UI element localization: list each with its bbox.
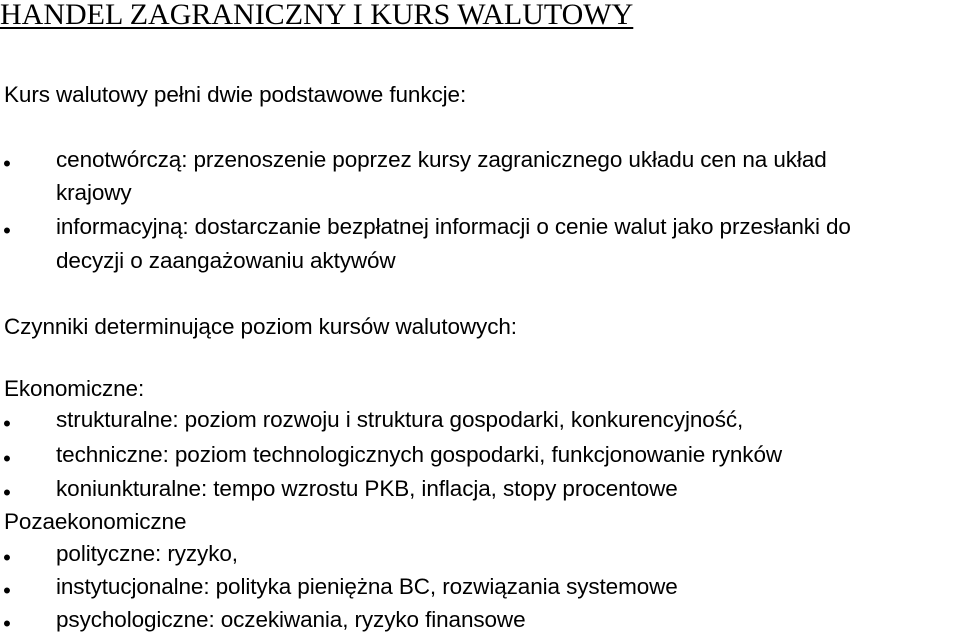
intro-text: Kurs walutowy pełni dwie podstawowe funkcje: (4, 82, 467, 107)
economic-item: koniunkturalne: tempo wzrostu PKB, inflacja, stopy procentowe (56, 476, 678, 501)
bullet-icon: • (3, 480, 11, 505)
bullet-icon: • (3, 611, 11, 636)
economic-item: strukturalne: poziom rozwoju i struktura gospodarki, konkurencyjność, (56, 407, 744, 432)
non-economic-item: instytucjonalne: polityka pieniężna BC, rozwiązania systemowe (56, 574, 678, 599)
bullet-icon: • (3, 446, 11, 471)
page-title: HANDEL ZAGRANICZNY I KURS WALUTOWY (0, 0, 634, 31)
bullet-icon: • (3, 151, 11, 176)
non-economic-item: psychologiczne: oczekiwania, ryzyko finansowe (56, 607, 526, 632)
economic-heading: Ekonomiczne: (4, 376, 145, 401)
non-economic-heading: Pozaekonomiczne (4, 509, 187, 534)
economic-item: techniczne: poziom technologicznych gospodarki, funkcjonowanie rynków (56, 442, 783, 467)
factors-heading: Czynniki determinujące poziom kursów walutowych: (4, 314, 517, 339)
bullet-icon: • (3, 411, 11, 436)
function-item-1-line-1: cenotwórczą: przenoszenie poprzez kursy zagranicznego układu cen na układ (56, 147, 827, 172)
function-item-1-line-2: krajowy (56, 180, 132, 205)
bullet-icon: • (3, 578, 11, 603)
bullet-icon: • (3, 218, 11, 243)
function-item-2-line-2: decyzji o zaangażowaniu aktywów (56, 248, 396, 273)
non-economic-item: polityczne: ryzyko, (56, 541, 238, 566)
function-item-2-line-1: informacyjną: dostarczanie bezpłatnej informacji o cenie walut jako przesłanki do (56, 214, 851, 239)
bullet-icon: • (3, 545, 11, 570)
